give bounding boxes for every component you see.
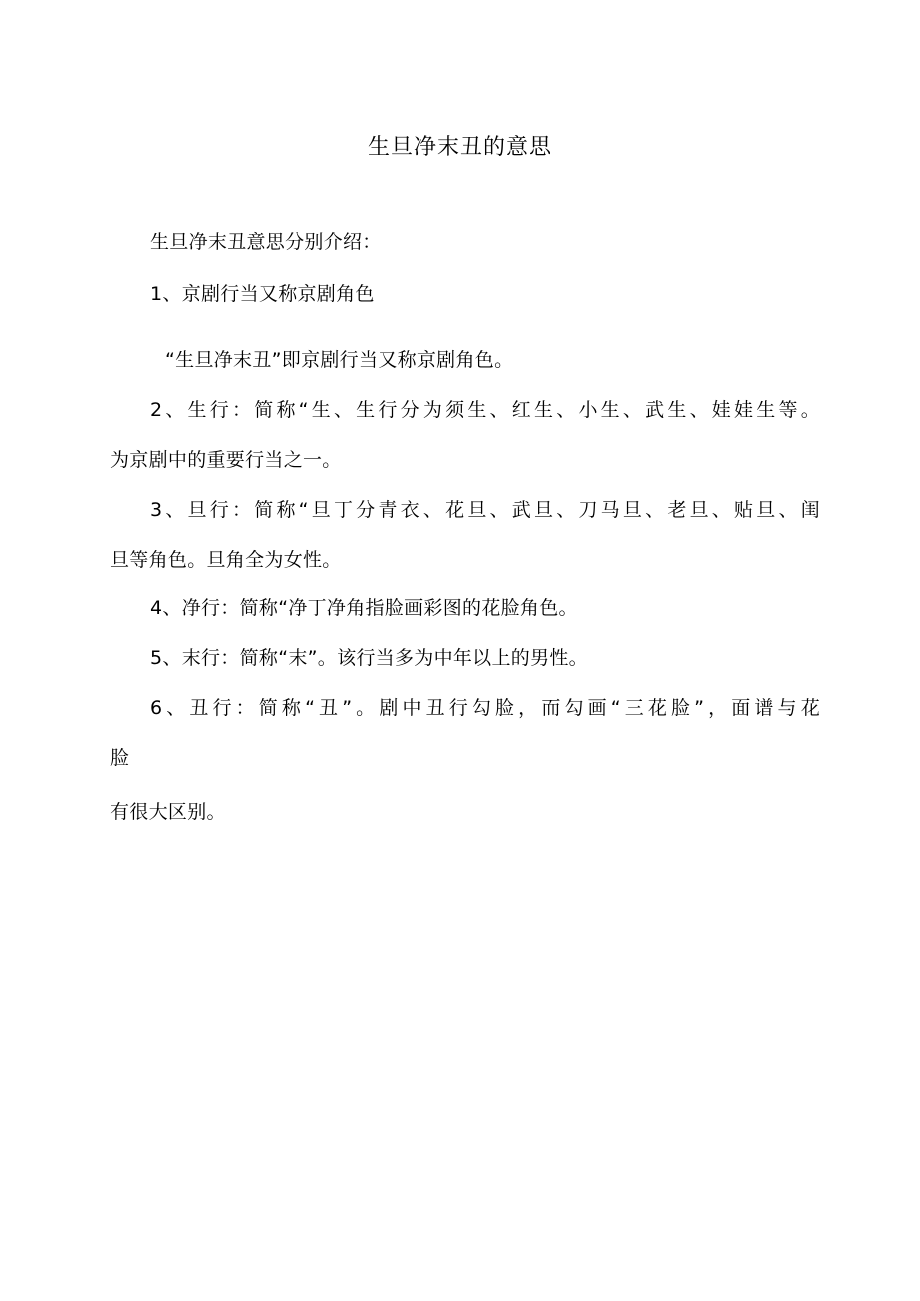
section-3-line-2: 旦等角色。旦角全为女性。: [110, 549, 342, 571]
section-5-line: 5、末行：简称“末”。该行当多为中年以上的男性。: [150, 647, 588, 669]
section-6-line-3: 有很大区别。: [110, 801, 226, 823]
section-6-line-1: 6、丑行：简称“丑”。剧中丑行勾脸，而勾画“三花脸”，面谱与花: [150, 697, 820, 719]
intro-line: 生旦净末丑意思分别介绍：: [150, 231, 382, 253]
section-2-line-2: 为京剧中的重要行当之一。: [110, 449, 342, 471]
section-3-line-1: 3、旦行：简称“旦丁分青衣、花旦、武旦、刀马旦、老旦、贴旦、闺: [150, 499, 820, 521]
section-1-text: “生旦净末丑”即京剧行当又称京剧角色。: [165, 349, 514, 371]
section-2-line-1: 2、生行：简称“生、生行分为须生、红生、小生、武生、娃娃生等。: [150, 399, 820, 421]
section-6-line-2: 脸: [110, 747, 130, 769]
section-1-heading: 1、京剧行当又称京剧角色: [150, 283, 375, 305]
document-title: 生旦净末丑的意思: [367, 135, 552, 160]
section-4-line: 4、净行：简称“净丁净角指脸画彩图的花脸角色。: [150, 597, 578, 619]
